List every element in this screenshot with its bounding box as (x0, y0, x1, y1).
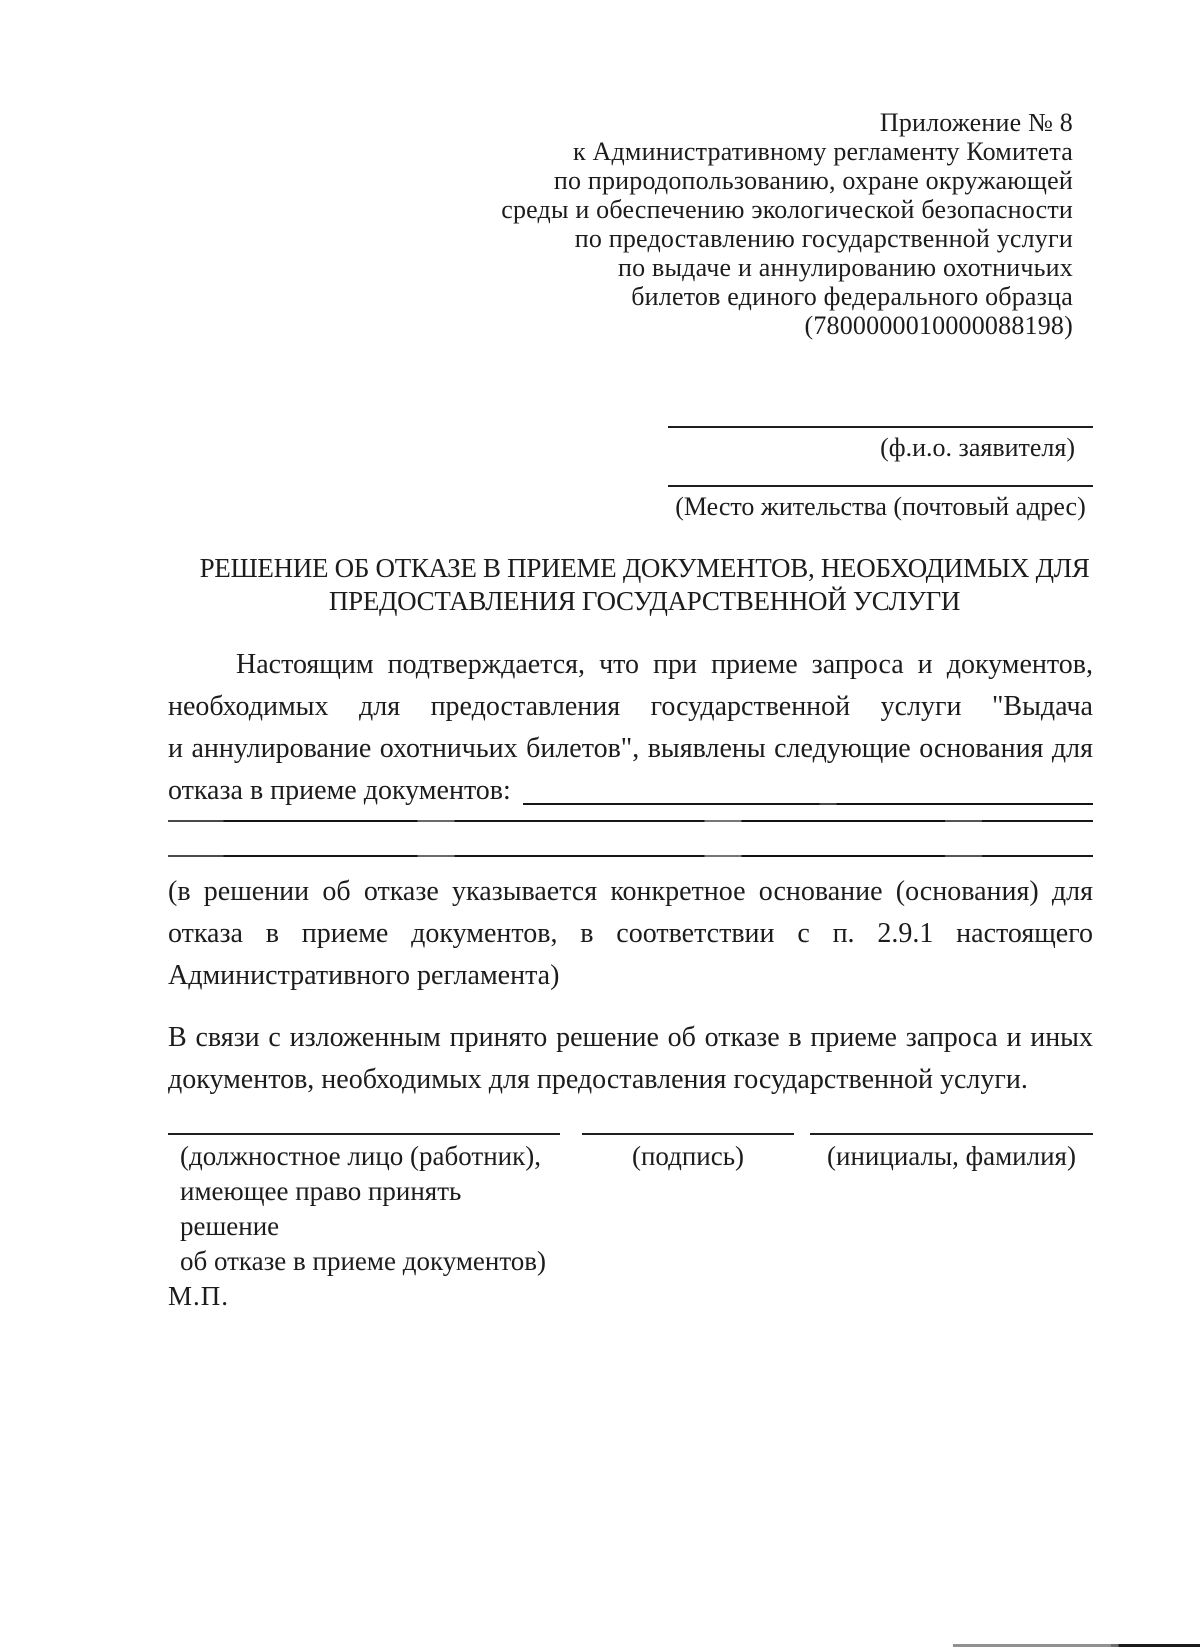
official-signature-column (168, 1133, 560, 1279)
official-caption-line: имеющее право принять решение (180, 1176, 462, 1241)
explanation-line: (в решении об отказе указывается конкретное основание (основания) для (168, 876, 1093, 907)
initials-caption: (инициалы, фамилия) (827, 1141, 1076, 1171)
conclusion-paragraph (168, 1017, 1093, 1101)
document-title-line2: ПРЕДОСТАВЛЕНИЯ ГОСУДАРСТВЕННОЙ УСЛУГИ (328, 586, 961, 616)
applicant-address-caption: (Место жительства (почтовый адрес) (675, 492, 1086, 521)
statement-paragraph (168, 644, 1093, 812)
appendix-header-line: по предоставлению государственной услуги (574, 224, 1073, 253)
appendix-header (168, 108, 1093, 340)
applicant-block (668, 426, 1093, 522)
appendix-number: Приложение № 8 (879, 108, 1073, 137)
official-caption-line: (должностное лицо (работник), (180, 1141, 541, 1171)
explanation-line: отказа в приеме документов, в соответствии с п. 2.9.1 настоящего (168, 918, 1093, 949)
explanation-line: Административного регламента) (168, 960, 560, 991)
statement-line: отказа в приеме документов: (168, 775, 511, 806)
conclusion-line: документов, необходимых для предоставления государственной услуги. (168, 1064, 1028, 1095)
initials-column (810, 1133, 1093, 1279)
grounds-blank-line (523, 803, 1093, 805)
document-title-line1: РЕШЕНИЕ ОБ ОТКАЗЕ В ПРИЕМЕ ДОКУМЕНТОВ, НЕОБХОДИМЫХ ДЛЯ (199, 553, 1090, 583)
explanation-note (168, 871, 1093, 997)
statement-line: Настоящим подтверждается, что при приеме запроса и документов, (236, 649, 1093, 680)
signature-row (168, 1133, 1093, 1279)
document-title (168, 552, 1093, 618)
appendix-header-line: билетов единого федерального образца (631, 282, 1073, 311)
official-caption (168, 1135, 560, 1279)
statement-line: необходимых для предоставления государственной услуги "Выдача (168, 691, 1093, 722)
appendix-header-line: по природопользованию, охране окружающей (553, 166, 1073, 195)
statement-line: и аннулирование охотничьих билетов", выявлены следующие основания для (168, 733, 1093, 764)
appendix-header-line: по выдаче и аннулированию охотничьих (617, 253, 1073, 282)
appendix-header-line: среды и обеспечению экологической безопасности (501, 195, 1073, 224)
seal-mark: М.П. (168, 1281, 230, 1311)
signature-caption: (подпись) (631, 1141, 745, 1171)
official-caption-line: об отказе в приеме документов) (180, 1246, 547, 1276)
grounds-blank-line-2 (168, 820, 1093, 822)
signature-column (582, 1133, 794, 1279)
registry-number: (7800000010000088198) (804, 311, 1073, 340)
grounds-blank-line-3 (168, 855, 1093, 857)
statement-line-with-blank (168, 770, 1093, 812)
appendix-header-line: к Административному регламенту Комитета (572, 137, 1073, 166)
page-edge-artifact-line (953, 1644, 1200, 1647)
applicant-name-caption: (ф.и.о. заявителя) (880, 433, 1075, 462)
conclusion-line: В связи с изложенным принято решение об отказе в приеме запроса и иных (168, 1022, 1093, 1053)
